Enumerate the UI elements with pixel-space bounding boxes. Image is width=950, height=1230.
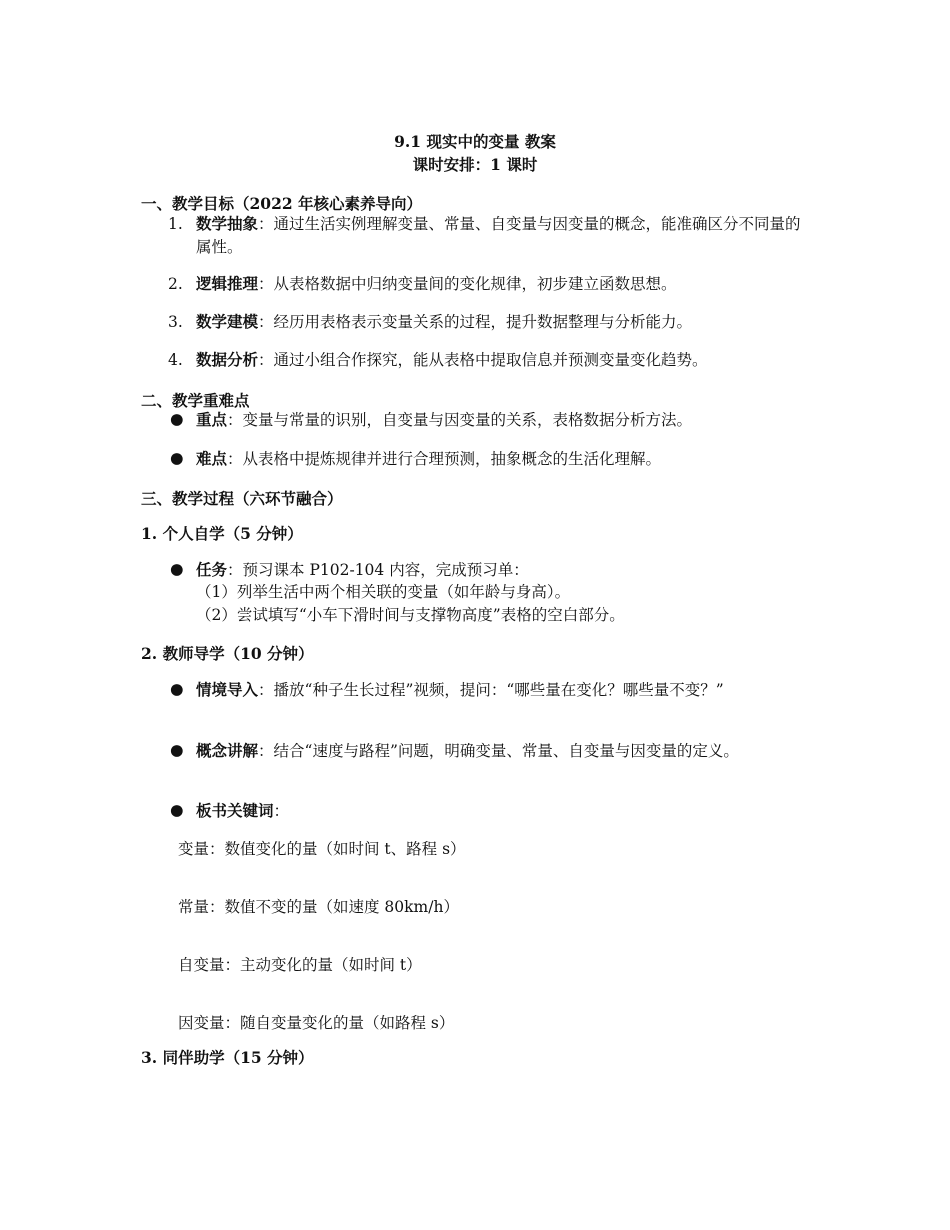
item-text: ：通过生活实例理解变量、常量、自变量与因变量的概念，能准确区分不同量的属性。 [196, 215, 801, 256]
list-item [196, 739, 816, 763]
item-label: 板书关键词 [196, 801, 274, 820]
list-number: 2. [168, 275, 183, 293]
list-item [196, 447, 836, 471]
list-number: 1. [168, 215, 183, 233]
bullet-icon: ● [170, 560, 184, 578]
task-line: （2）尝试填写“小车下滑时间与支撑物高度”表格的空白部分。 [196, 606, 625, 624]
board-line: 自变量：主动变化的量（如时间 t） [178, 956, 422, 974]
bullet-icon: ● [170, 741, 184, 759]
item-text: ：经历用表格表示变量关系的过程，提升数据整理与分析能力。 [258, 313, 693, 331]
item-text: ：结合“速度与路程”问题，明确变量、常量、自变量与因变量的定义。 [258, 742, 739, 760]
document-title: 9.1 现实中的变量 教案 [394, 132, 556, 151]
item-text: ：通过小组合作探究，能从表格中提取信息并预测变量变化趋势。 [258, 351, 708, 369]
section2-heading: 二、教学重难点 [141, 391, 250, 410]
part2-heading: 2. 教师导学（10 分钟） [141, 644, 314, 663]
bullet-icon: ● [170, 449, 184, 467]
part1-heading: 1. 个人自学（5 分钟） [141, 524, 303, 543]
item-text: ：从表格数据中归纳变量间的变化规律，初步建立函数思想。 [258, 275, 677, 293]
section3-heading: 三、教学过程（六环节融合） [141, 489, 343, 508]
list-item [196, 558, 836, 582]
bullet-icon: ● [170, 410, 184, 428]
item-label: 数学建模 [196, 312, 259, 331]
section1-heading: 一、教学目标（2022 年核心素养导向） [141, 194, 423, 213]
item-text: ： [273, 802, 290, 820]
list-item [196, 310, 836, 334]
list-item [196, 799, 836, 823]
list-number: 3. [168, 313, 183, 331]
item-label: 数据分析 [196, 350, 259, 369]
item-text: ：从表格中提炼规律并进行合理预测，抽象概念的生活化理解。 [227, 450, 662, 468]
bullet-icon: ● [170, 680, 184, 698]
list-item [196, 408, 836, 432]
document-subtitle: 课时安排：1 课时 [412, 155, 538, 174]
item-text: ：播放“种子生长过程”视频，提问：“哪些量在变化？哪些量不变？” [258, 681, 724, 699]
item-text: ：预习课本 P102-104 内容，完成预习单： [227, 561, 529, 579]
board-line: 常量：数值不变的量（如速度 80km/h） [178, 898, 459, 916]
board-line: 因变量：随自变量变化的量（如路程 s） [178, 1014, 455, 1032]
item-label: 数学抽象 [196, 214, 259, 233]
item-label: 任务 [196, 560, 228, 579]
item-label: 概念讲解 [196, 741, 259, 760]
item-text: ：变量与常量的识别，自变量与因变量的关系，表格数据分析方法。 [227, 411, 693, 429]
list-item [196, 272, 836, 296]
list-item [196, 678, 816, 702]
task-line: （1）列举生活中两个相关联的变量（如年龄与身高）。 [196, 583, 571, 601]
item-label: 逻辑推理 [196, 274, 259, 293]
board-line: 变量：数值变化的量（如时间 t、路程 s） [178, 840, 466, 858]
item-label: 重点 [196, 410, 228, 429]
item-label: 难点 [196, 449, 228, 468]
list-number: 4. [168, 351, 183, 369]
item-label: 情境导入 [196, 680, 259, 699]
part3-heading: 3. 同伴助学（15 分钟） [141, 1048, 314, 1067]
list-item [196, 212, 816, 259]
bullet-icon: ● [170, 801, 184, 819]
list-item [196, 348, 836, 372]
